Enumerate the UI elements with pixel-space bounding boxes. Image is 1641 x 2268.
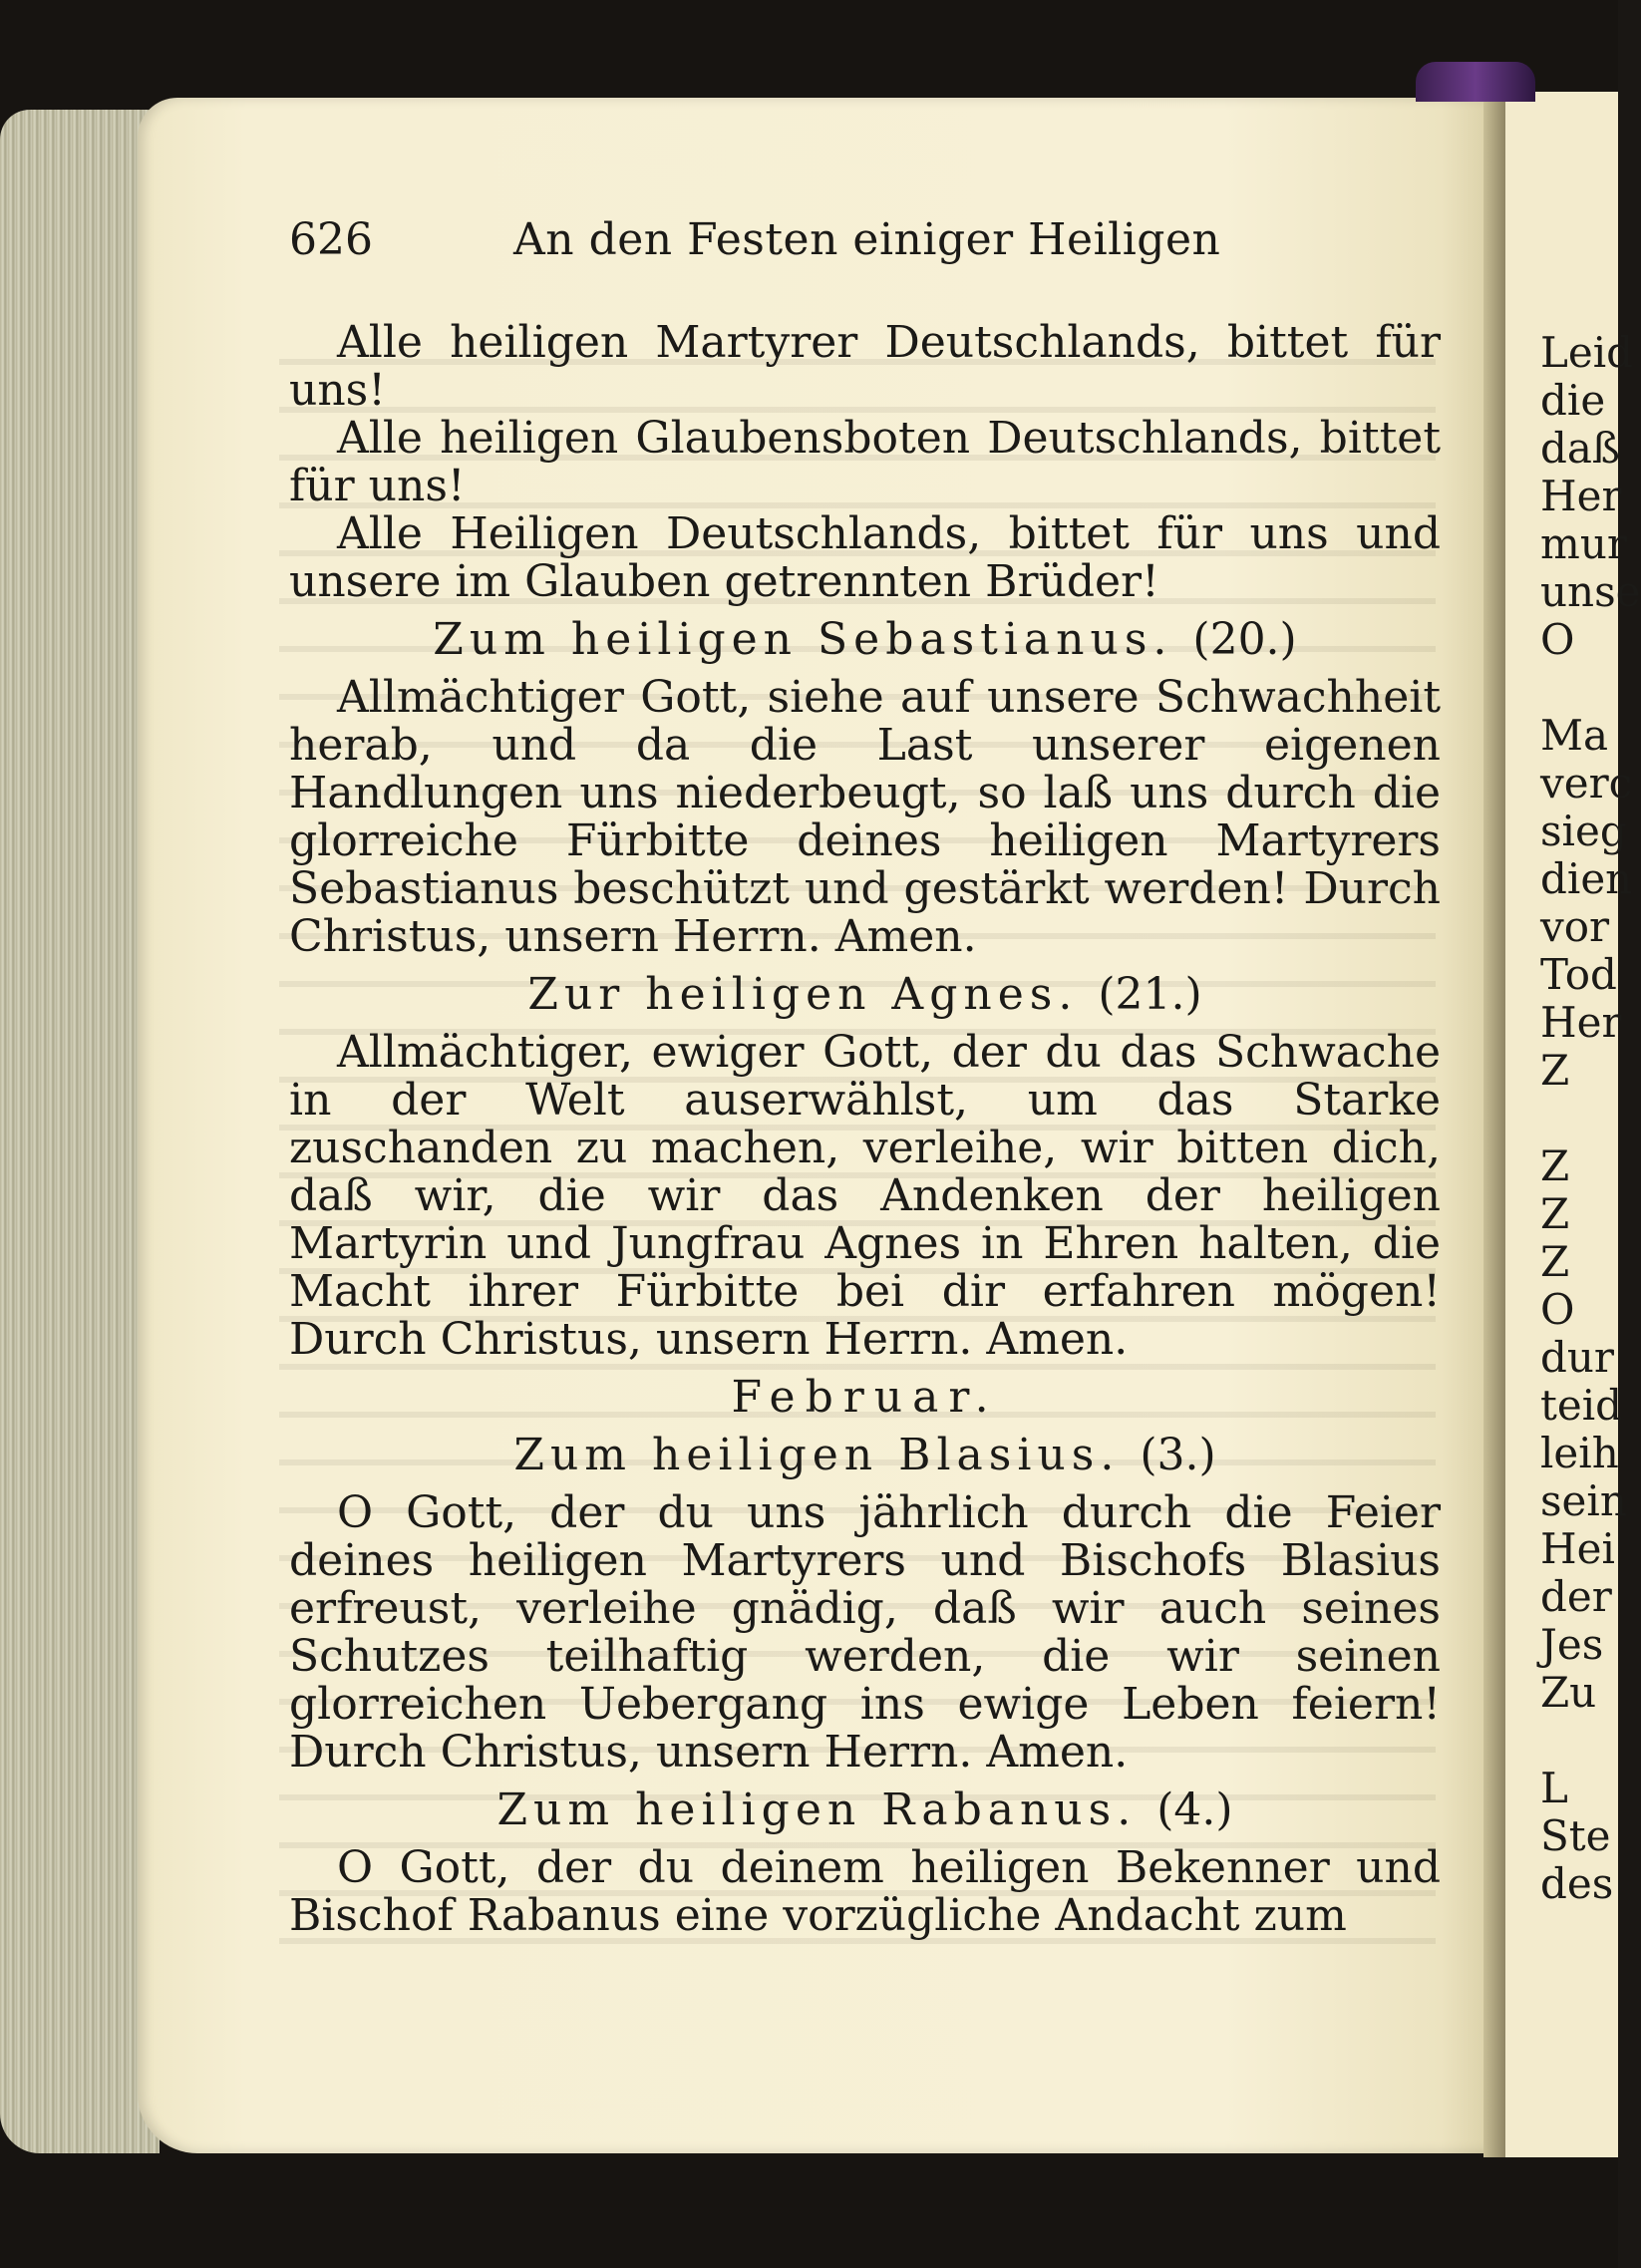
- section-heading-title: Zum heiligen Sebastianus.: [433, 614, 1173, 665]
- feast-date: (21.): [1098, 969, 1202, 1020]
- facing-page-fragment: Ma: [1540, 711, 1609, 760]
- facing-page-fragment: Leid: [1540, 328, 1634, 377]
- prayer-text: Allmächtiger Gott, siehe auf unsere Schwachheit herab, und da die Last unserer eigenen Handlungen uns niederbeugt, so laß uns durch die glorreiche Fürbitte deines heiligen Martyrers Sebastianus beschützt und gestärkt werden! Durch Christus, unsern Herrn. Amen.: [289, 672, 1441, 962]
- section-heading-title: Zum heiligen Blasius.: [513, 1430, 1121, 1480]
- facing-page-fragment: Ste: [1540, 1811, 1611, 1860]
- facing-page-fragment: der: [1540, 1572, 1612, 1621]
- facing-page-fragment: Zu: [1540, 1668, 1597, 1717]
- facing-page-fragment: Her: [1540, 472, 1622, 520]
- facing-page-fragment: die: [1540, 376, 1606, 425]
- facing-page-fragment: leih: [1540, 1429, 1619, 1477]
- facing-page-fragment: daß: [1540, 424, 1620, 473]
- running-title: An den Festen einiger Heiligen: [513, 214, 1221, 265]
- section-heading-title: Zur heiligen Agnes.: [527, 969, 1079, 1020]
- page-body: [289, 319, 1441, 1940]
- facing-page-fragment: Z: [1540, 1237, 1570, 1286]
- facing-page-fragment: L: [1540, 1764, 1568, 1812]
- facing-page-fragment: mur: [1540, 519, 1627, 568]
- feast-date: (3.): [1140, 1430, 1216, 1480]
- section-heading: [289, 971, 1441, 1019]
- prayer-text: Allmächtiger, ewiger Gott, der du das Schwache in der Welt auserwählst, um das Starke zuschanden zu machen, verleihe, wir bitten dich, daß wir, die wir das Andenken der heiligen Martyrin und Jungfrau Agnes in Ehren halten, die Macht ihrer Fürbitte bei dir erfahren mögen! Durch Christus, unsern Herrn. Amen.: [289, 1027, 1441, 1365]
- facing-page-fragment: teid: [1540, 1381, 1623, 1430]
- facing-page-fragment: verc: [1540, 759, 1633, 808]
- running-header: [289, 214, 1246, 274]
- bookmark-ribbon: [1416, 62, 1535, 102]
- facing-page-fragment: Tod: [1540, 950, 1617, 999]
- facing-page-fragment: vor: [1540, 902, 1610, 951]
- facing-page-fragment: Hei: [1540, 1524, 1615, 1573]
- litany-line: Alle Heiligen Deutschlands, bittet für uns und unsere im Glauben getrennten Brüder!: [289, 508, 1441, 607]
- prayer-text: O Gott, der du deinem heiligen Bekenner und Bischof Rabanus eine vorzügliche Andacht zum: [289, 1842, 1441, 1941]
- facing-page-fragment: sein: [1540, 1476, 1627, 1525]
- facing-page-fragment: Jes: [1540, 1620, 1604, 1669]
- facing-page-fragment: dur: [1540, 1333, 1615, 1382]
- feast-date: (4.): [1156, 1784, 1233, 1835]
- prayer-text: O Gott, der du uns jährlich durch die Feier deines heiligen Martyrers und Bischofs Blasius erfreust, verleihe gnädig, daß wir auch seines Schutzes teilhaftig werden, die wir seinen glorreichen Uebergang ins ewige Leben feiern! Durch Christus, unsern Herrn. Amen.: [289, 1487, 1441, 1778]
- section-heading: [289, 1786, 1441, 1834]
- page-number: 626: [289, 214, 373, 265]
- facing-page-fragment: sieg: [1540, 807, 1627, 855]
- facing-page-fragment: des: [1540, 1859, 1614, 1908]
- section-heading: [289, 616, 1441, 664]
- facing-page-fragment: Z: [1540, 1189, 1570, 1238]
- facing-page-fragment: Z: [1540, 1046, 1570, 1095]
- facing-page-text: [1540, 328, 1641, 1908]
- feast-date: (20.): [1192, 614, 1297, 665]
- book-page-edges: [0, 110, 160, 2153]
- facing-page-fragment: O: [1540, 615, 1575, 664]
- facing-page-fragment: Z: [1540, 1141, 1570, 1190]
- litany-line: Alle heiligen Glaubensboten Deutschlands, bittet für uns!: [289, 413, 1441, 511]
- facing-page-fragment: Her: [1540, 998, 1622, 1047]
- facing-page-fragment: unse: [1540, 567, 1641, 616]
- facing-page-fragment: O: [1540, 1285, 1575, 1334]
- facing-page-fragment: dien: [1540, 854, 1633, 903]
- litany-line: Alle heiligen Martyrer Deutschlands, bittet für uns!: [289, 317, 1441, 416]
- month-heading: Februar.: [731, 1372, 999, 1423]
- section-heading-title: Zum heiligen Rabanus.: [496, 1784, 1138, 1835]
- section-heading: [289, 1432, 1441, 1479]
